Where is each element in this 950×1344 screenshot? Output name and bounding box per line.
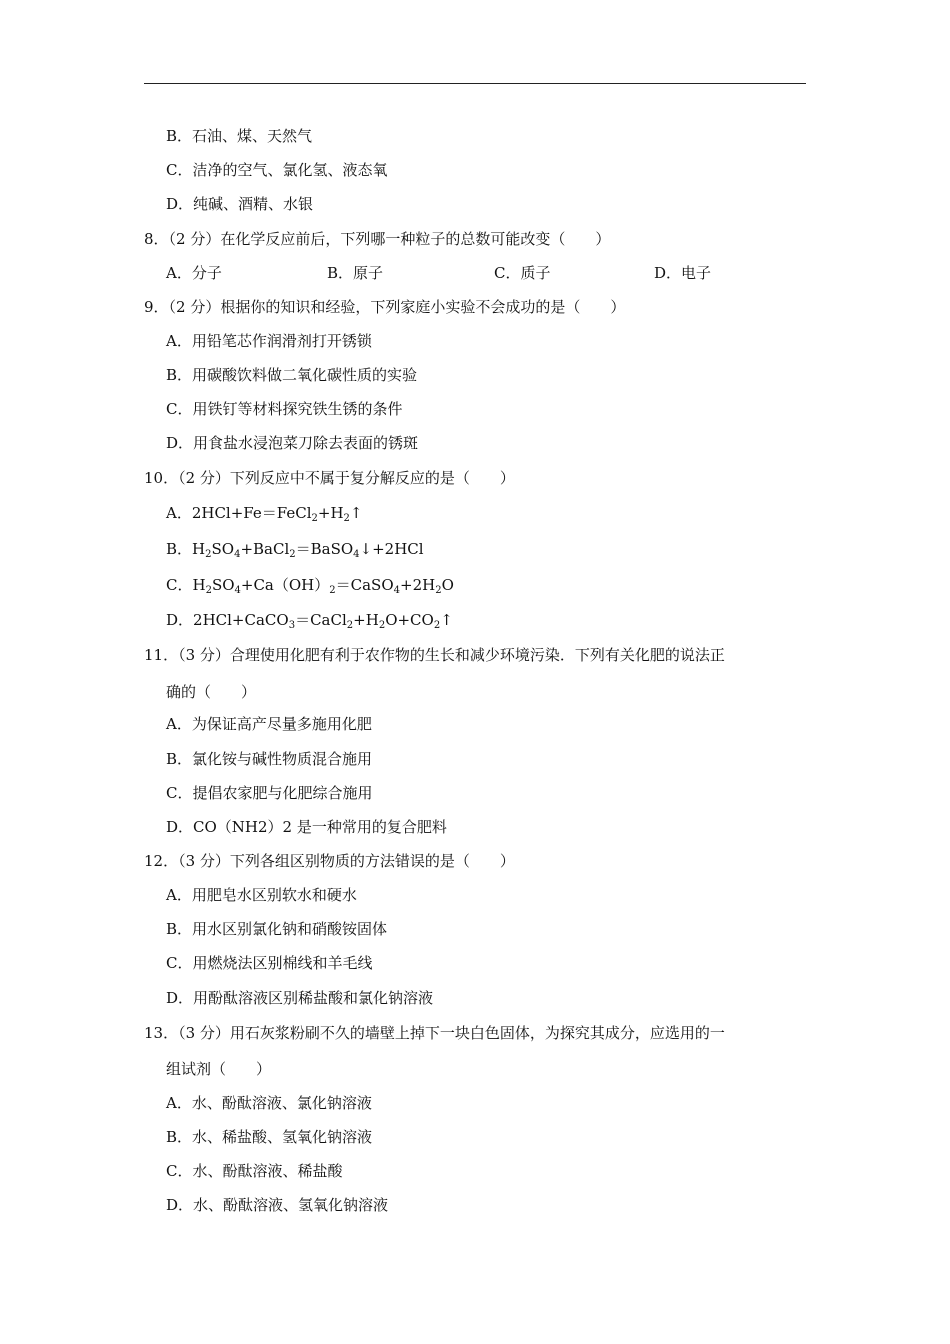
q10-option-b: B．$H_2SO_4+BaCl_2=BaSO_4↓+2HCl$	[166, 540, 424, 560]
q9-option-a: A．用铅笔芯作润滑剂打开锈锁	[166, 332, 372, 350]
q7-option-c: C．洁净的空气、氯化氢、液态氧	[166, 161, 388, 179]
q12-option-a: A．用肥皂水区别软水和硬水	[166, 886, 357, 904]
q13-option-a: A．水、酚酞溶液、氯化钠溶液	[166, 1094, 372, 1112]
q12-option-c: C．用燃烧法区别棉线和羊毛线	[166, 954, 373, 972]
q10-option-a: A．$2HCl+Fe=FeCl_2+H_2↑$	[166, 504, 363, 524]
q8-option-d: D．电子	[654, 264, 712, 282]
q9-option-b: B．用碳酸饮料做二氧化碳性质的实验	[166, 366, 418, 384]
q13-option-b: B．水、稀盐酸、氢氧化钠溶液	[166, 1128, 373, 1146]
q11-option-d: D．CO（NH2）2 是一种常用的复合肥料	[166, 818, 447, 836]
q11-stem-continued: 确的（ ）	[166, 683, 257, 701]
q12-option-d: D．用酚酞溶液区别稀盐酸和氯化钠溶液	[166, 989, 434, 1007]
q13-option-c: C．水、酚酞溶液、稀盐酸	[166, 1162, 343, 1180]
q9-stem: 9．（2 分）根据你的知识和经验，下列家庭小实验不会成功的是（ ）	[144, 298, 626, 316]
q11-option-c: C．提倡农家肥与化肥综合施用	[166, 784, 373, 802]
q11-option-b: B．氯化铵与碱性物质混合施用	[166, 750, 373, 768]
q12-stem: 12．（3 分）下列各组区别物质的方法错误的是（ ）	[144, 852, 515, 870]
q13-stem: 13．（3 分）用石灰浆粉刷不久的墙壁上掉下一块白色固体，为探究其成分，应选用的一	[144, 1024, 725, 1042]
q8-options	[166, 263, 806, 283]
q8-option-b: B．原子	[327, 264, 384, 282]
header-rule	[144, 83, 806, 84]
q8-option-c: C．质子	[494, 264, 551, 282]
q10-stem: 10．（2 分）下列反应中不属于复分解反应的是（ ）	[144, 469, 515, 487]
q12-option-b: B．用水区别氯化钠和硝酸铵固体	[166, 920, 388, 938]
q7-option-d: D．纯碱、酒精、水银	[166, 195, 314, 213]
q10-option-d: D．$2HCl+CaCO_3=CaCl_2+H_2O+CO_2↑$	[166, 611, 453, 631]
q13-stem-continued: 组试剂（ ）	[166, 1060, 272, 1078]
q8-stem: 8．（2 分）在化学反应前后，下列哪一种粒子的总数可能改变（ ）	[144, 230, 611, 248]
q11-option-a: A．为保证高产尽量多施用化肥	[166, 715, 372, 733]
q11-stem: 11．（3 分）合理使用化肥有利于农作物的生长和减少环境污染．下列有关化肥的说法正	[144, 646, 725, 664]
q9-option-d: D．用食盐水浸泡菜刀除去表面的锈斑	[166, 434, 419, 452]
q10-option-c: C．$H_2SO_4+Ca(OH)_2=CaSO_4+2H_2O$	[166, 576, 454, 596]
q8-option-a: A．分子	[166, 264, 222, 282]
q9-option-c: C．用铁钉等材料探究铁生锈的条件	[166, 400, 403, 418]
q13-option-d: D．水、酚酞溶液、氢氧化钠溶液	[166, 1196, 389, 1214]
q7-option-b: B．石油、煤、天然气	[166, 127, 313, 145]
